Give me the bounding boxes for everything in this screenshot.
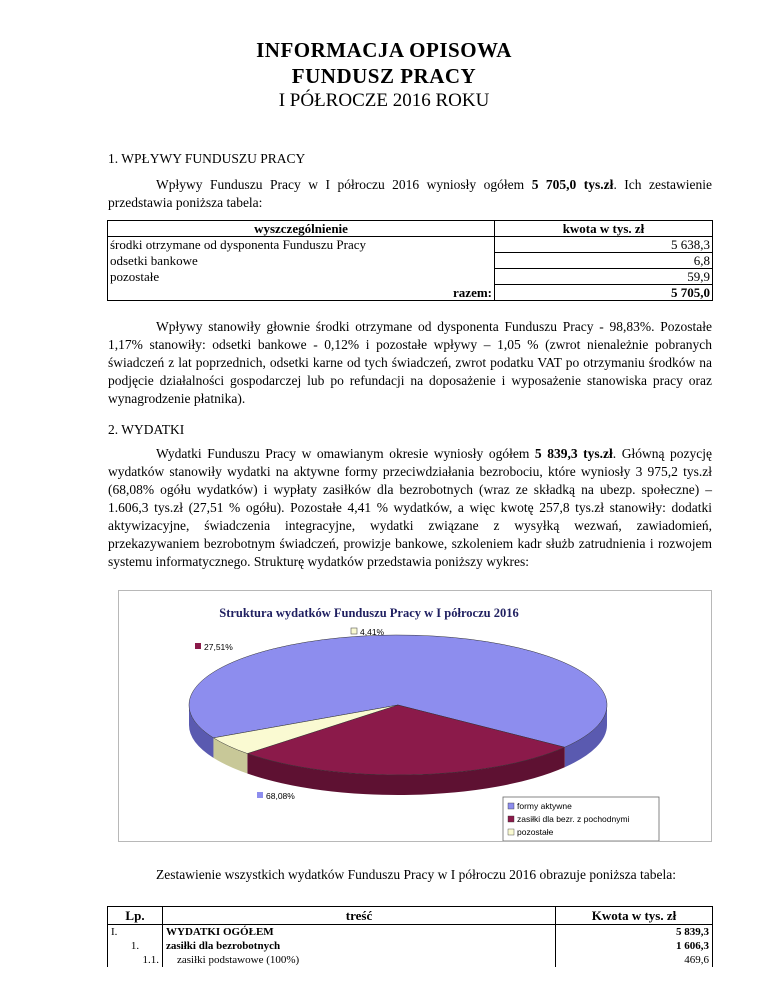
section1-heading: 1. WPŁYWY FUNDUSZU PRACY xyxy=(108,151,306,166)
expenses-row-lp: 1. xyxy=(108,939,163,953)
label-marker-zasilki xyxy=(195,643,201,649)
section2-heading: 2. WYDATKI xyxy=(108,422,185,437)
income-col-amount-header: kwota w tys. zł xyxy=(495,221,713,237)
income-col-label-header: wyszczególnienie xyxy=(108,221,495,237)
section2-paragraph: Wydatki Funduszu Pracy w omawianym okresie wyniosły ogółem 5 839,3 tys.zł. Główną pozycję wydatków stanowiły wydatki na aktywne formy przeciwdziałania bezrobociu, które wyniosły 3 975,2 tys.zł (68,08% ogółu wydatków) i wypłaty zasiłków dla bezrobotnych (wraz ze składką na ubezp. społeczne) – 1.606,3 tys.zł (27,51 % ogółu). Pozostałe 4,41 % wydatków, a więc kwotę 257,8 tys.zł stanowiły: dodatki aktywizacyjne, świadczenia integracyjne, wydatki związane z wysyłką wezwań, zawiadomień, przekazywaniem bezrobotnym świadczeń, prowizje bankowe, szkoleniem kadr służb zatrudnienia i rozwojem systemu informatycznego. Strukturę wydatków przedstawia poniższy wykres: xyxy=(108,446,713,569)
section1-intro: Wpływy Funduszu Pracy w I półroczu 2016 wyniosły ogółem 5 705,0 tys.zł. Ich zestawienie przedstawia poniższa tabela: xyxy=(108,177,713,210)
table-row xyxy=(108,939,713,953)
label-marker-formy xyxy=(257,792,263,798)
expenses-table xyxy=(107,906,713,967)
table-row xyxy=(108,253,713,269)
pie-chart-svg xyxy=(119,591,711,841)
data-label-formy: 68,08% xyxy=(266,791,295,801)
expenses-row-value: 1 606,3 xyxy=(556,939,713,953)
expenses-row-text: zasiłki dla bezrobotnych xyxy=(166,940,281,952)
expenses-row-value: 469,6 xyxy=(556,953,713,967)
income-total-value: 5 705,0 xyxy=(495,285,713,301)
income-row-value: 6,8 xyxy=(495,253,713,269)
expenses-col-tresc-header: treść xyxy=(163,907,556,925)
income-table xyxy=(107,220,713,301)
table-row xyxy=(108,237,713,253)
income-row-value: 5 638,3 xyxy=(495,237,713,253)
expenses-pie-chart xyxy=(118,590,712,842)
data-label-pozostale: 4,41% xyxy=(360,627,385,637)
legend-swatch-formy xyxy=(508,803,514,809)
income-total-label: razem: xyxy=(108,285,495,301)
income-row-label: pozostałe xyxy=(108,269,495,285)
legend-swatch-zasilki xyxy=(508,816,514,822)
legend-label-pozostale: pozostałe xyxy=(517,827,554,837)
income-row-label: środki otrzymane od dysponenta Funduszu Pracy xyxy=(108,237,495,253)
expenses-row-lp: I. xyxy=(108,925,163,940)
income-row-label: odsetki bankowe xyxy=(108,253,495,269)
expenses-col-lp-header: Lp. xyxy=(108,907,163,925)
chart-legend xyxy=(503,797,659,841)
data-label-zasilki: 27,51% xyxy=(204,642,233,652)
chart-title: Struktura wydatków Funduszu Pracy w I półroczu 2016 xyxy=(219,606,519,620)
legend-label-zasilki: zasiłki dla bezr. z pochodnymi xyxy=(517,814,630,824)
table-row xyxy=(108,269,713,285)
pie-group xyxy=(189,635,607,795)
legend-swatch-pozostale xyxy=(508,829,514,835)
expenses-row-value: 5 839,3 xyxy=(556,925,713,940)
income-row-value: 59,9 xyxy=(495,269,713,285)
expenses-row-text: WYDATKI OGÓŁEM xyxy=(166,926,274,938)
label-marker-pozostale xyxy=(351,628,357,634)
doc-subtitle: I PÓŁROCZE 2016 ROKU xyxy=(278,90,490,111)
doc-title-line2: FUNDUSZ PRACY xyxy=(291,64,477,88)
legend-label-formy: formy aktywne xyxy=(517,801,572,811)
section2-after-chart: Zestawienie wszystkich wydatków Funduszu Pracy w I półroczu 2016 obrazuje poniższa tabela: xyxy=(156,867,676,882)
doc-title-line1: INFORMACJA OPISOWA xyxy=(256,38,512,62)
expenses-row-lp: 1.1. xyxy=(108,953,163,967)
table-row xyxy=(108,953,713,967)
expenses-row-text: zasiłki podstawowe (100%) xyxy=(177,954,300,966)
table-total-row xyxy=(108,285,713,301)
section1-paragraph: Wpływy stanowiły głownie środki otrzymane od dysponenta Funduszu Pracy - 98,83%. Pozostałe 1,17% stanowiły: odsetki bankowe - 0,12% i pozostałe wpływy – 1,05 % (zwrot nienależnie pobranych świadczeń z lat poprzednich, odsetki karne od tych świadczeń, zwrot podatku VAT po otrzymaniu środków na podjęcie działalności gospodarczej lub po refundacji na doposażenie i wyposażenie stanowiska pracy oraz wynagrodzenie płatnika). xyxy=(108,319,712,406)
expenses-col-kwota-header: Kwota w tys. zł xyxy=(556,907,713,925)
table-row xyxy=(108,925,713,940)
